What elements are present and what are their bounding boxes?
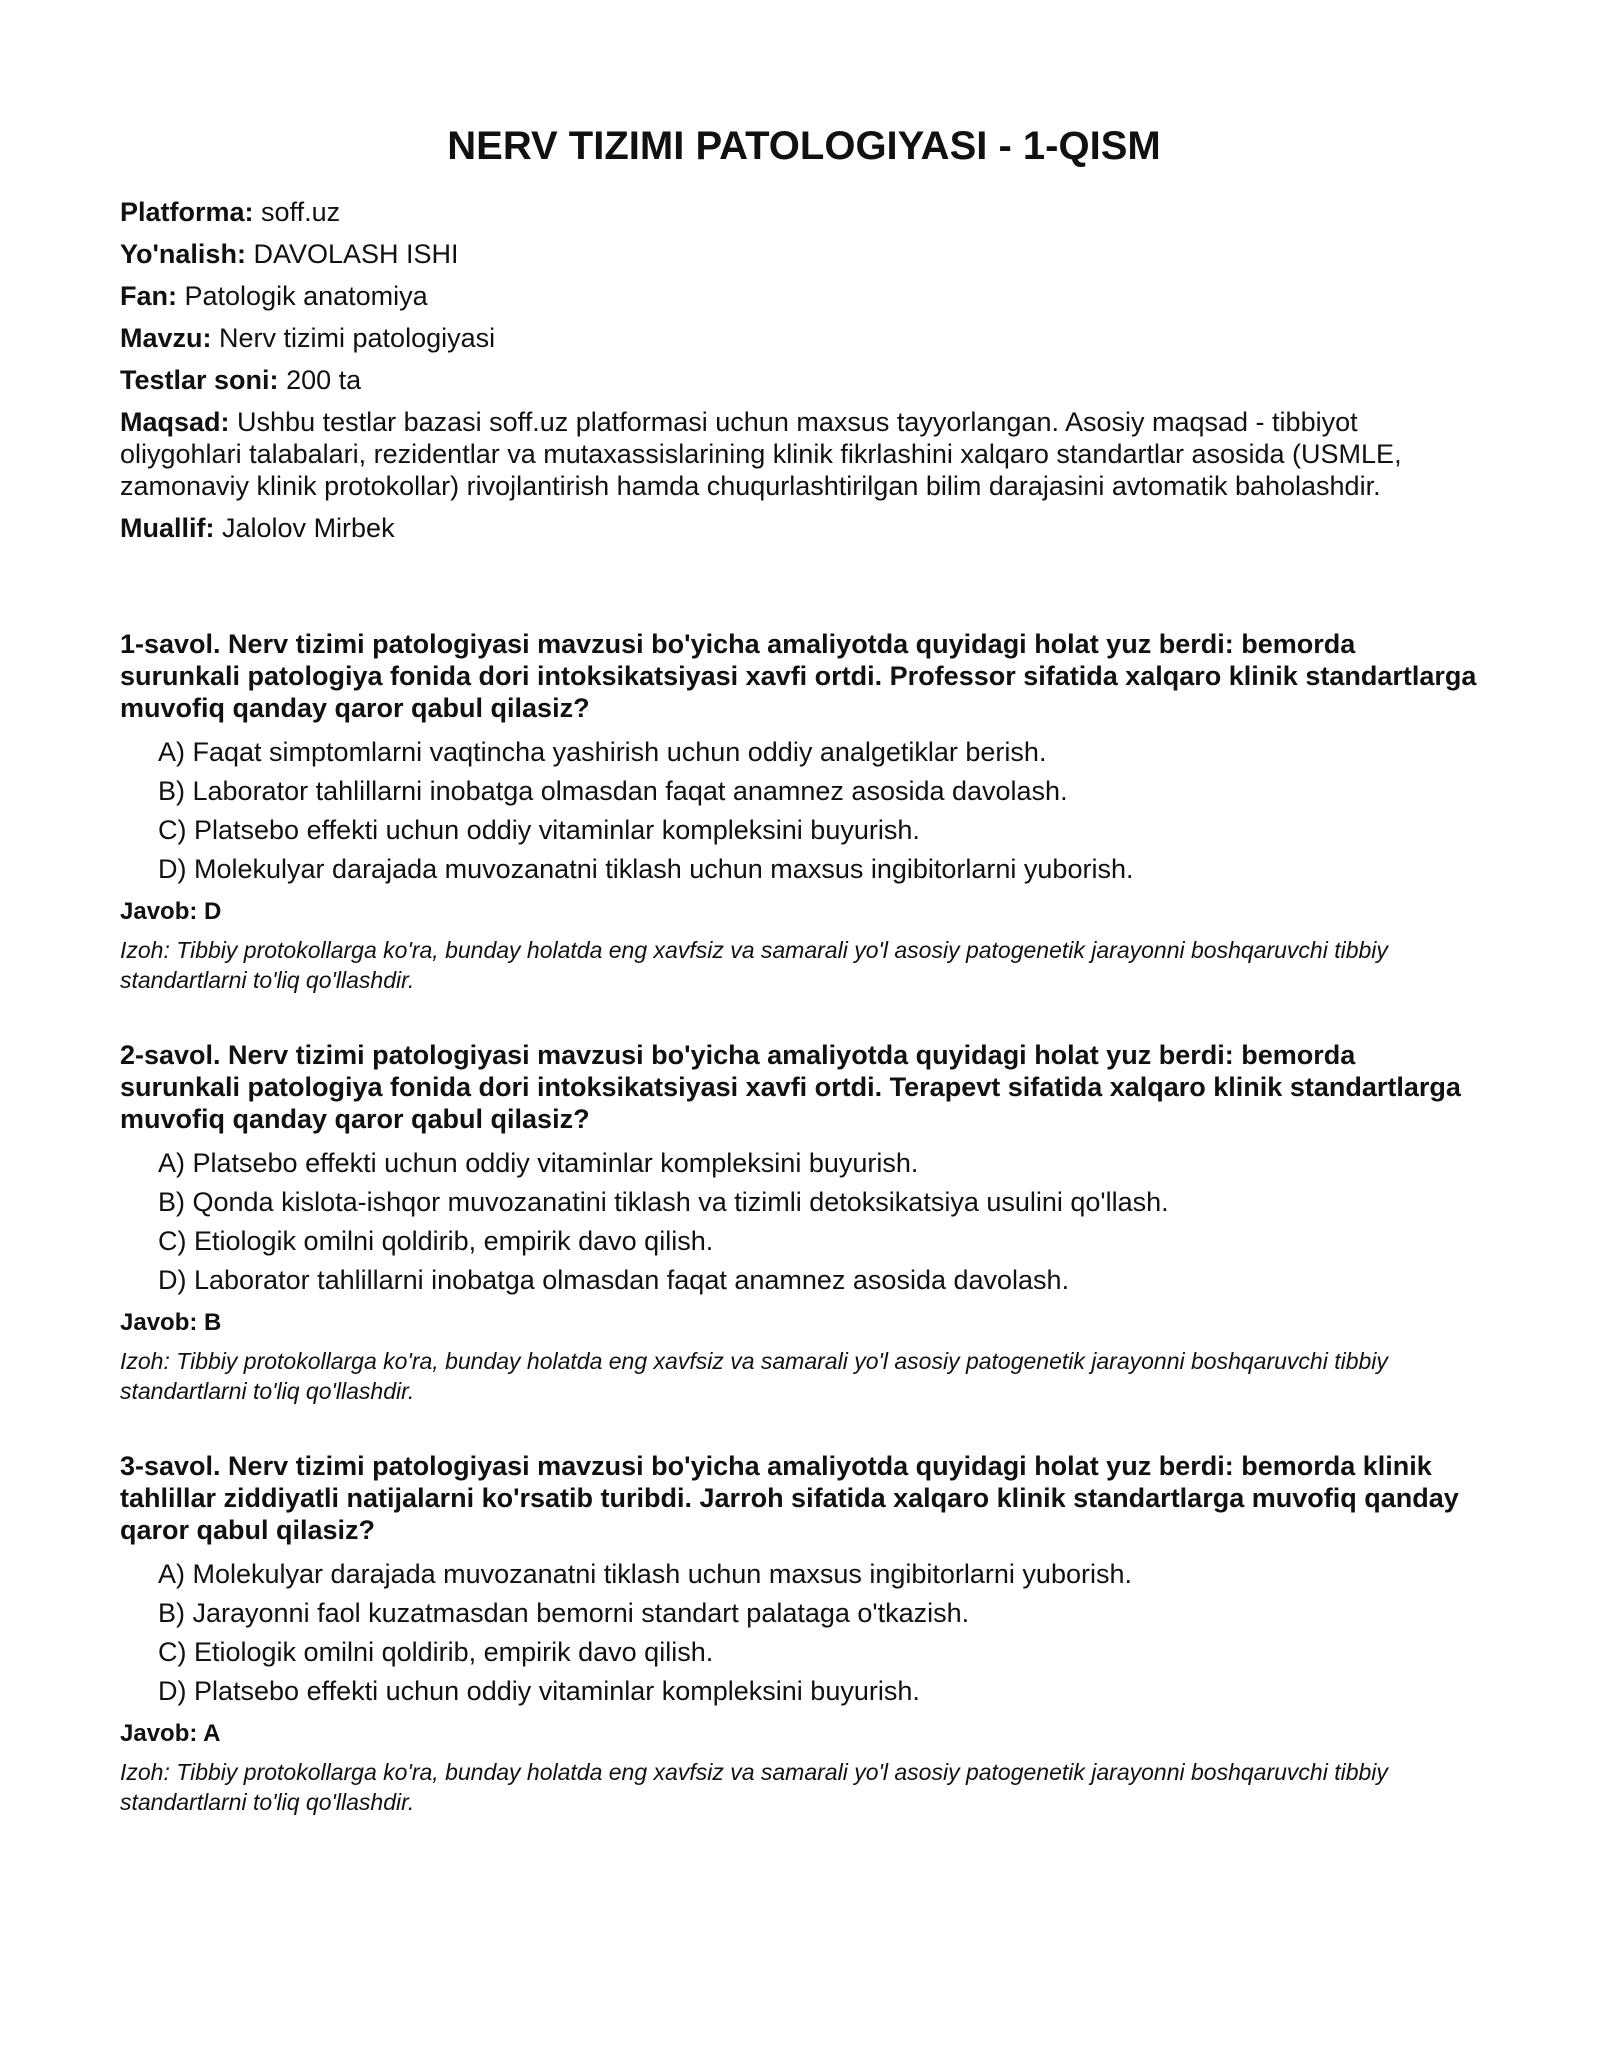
document-title: NERV TIZIMI PATOLOGIYASI - 1-QISM xyxy=(447,124,1161,168)
options-list xyxy=(120,736,1480,885)
meta-block xyxy=(120,196,1480,544)
questions-list xyxy=(120,628,1480,1817)
explanation-text: Izoh: Tibbiy protokollarga ko'ra, bunday holatda eng xavfsiz va samarali yo'l asosiy patogenetik jarayonni boshqaruvchi tibbiy standartlarni to'liq qo'llashdir. xyxy=(120,937,1388,993)
meta-label: Maqsad: xyxy=(120,407,230,437)
meta-author xyxy=(120,512,1480,544)
option-c: C) Platsebo effekti uchun oddiy vitaminlar kompleksini buyurish. xyxy=(158,815,920,845)
question-text: 3-savol. Nerv tizimi patologiyasi mavzusi bo'yicha amaliyotda quyidagi holat yuz berdi: bemorda klinik tahlillar ziddiyatli natijalarni ko'rsatib turibdi. Jarroh sifatida xalqaro klinik standartlarga muvofiq qanday qaror qabul qilasiz? xyxy=(120,1451,1459,1545)
option-d: D) Molekulyar darajada muvozanatni tiklash uchun maxsus ingibitorlarni yuborish. xyxy=(158,854,1134,884)
meta-value: soff.uz xyxy=(261,197,341,227)
meta-label: Yo'nalish: xyxy=(120,239,246,269)
answer-text: Javob: D xyxy=(120,898,222,925)
meta-label: Platforma: xyxy=(120,197,254,227)
meta-value: Jalolov Mirbek xyxy=(222,513,395,543)
meta-topic xyxy=(120,322,1480,354)
option-a: A) Platsebo effekti uchun oddiy vitaminlar kompleksini buyurish. xyxy=(158,1148,919,1178)
meta-label: Fan: xyxy=(120,281,177,311)
option-b: B) Jarayonni faol kuzatmasdan bemorni standart palataga o'tkazish. xyxy=(158,1598,970,1628)
options-list xyxy=(120,1558,1480,1707)
question-item xyxy=(120,1450,1480,1817)
option-d: D) Laborator tahlillarni inobatga olmasdan faqat anamnez asosida davolash. xyxy=(158,1265,1070,1295)
option-c: C) Etiologik omilni qoldirib, empirik davo qilish. xyxy=(158,1637,714,1667)
option-d: D) Platsebo effekti uchun oddiy vitaminlar kompleksini buyurish. xyxy=(158,1676,920,1706)
option-a: A) Faqat simptomlarni vaqtincha yashirish uchun oddiy analgetiklar berish. xyxy=(158,737,1047,767)
meta-test-count xyxy=(120,364,1480,396)
meta-value: 200 ta xyxy=(286,365,362,395)
meta-label: Testlar soni: xyxy=(120,365,279,395)
meta-goal xyxy=(120,406,1480,502)
question-item xyxy=(120,1039,1480,1406)
meta-value: Patologik anatomiya xyxy=(184,281,428,311)
option-b: B) Qonda kislota-ishqor muvozanatini tiklash va tizimli detoksikatsiya usulini qo'llash. xyxy=(158,1187,1169,1217)
option-b: B) Laborator tahlillarni inobatga olmasdan faqat anamnez asosida davolash. xyxy=(158,776,1068,806)
question-text: 1-savol. Nerv tizimi patologiyasi mavzusi bo'yicha amaliyotda quyidagi holat yuz berdi: bemorda surunkali patologiya fonida dori intoksikatsiyasi xavfi ortdi. Professor sifatida xalqaro klinik standartlarga muvofiq qanday qaror qabul qilasiz? xyxy=(120,629,1477,723)
meta-subject xyxy=(120,280,1480,312)
question-item xyxy=(120,628,1480,995)
options-list xyxy=(120,1147,1480,1296)
meta-platform xyxy=(120,196,1480,228)
meta-direction xyxy=(120,238,1480,270)
option-a: A) Molekulyar darajada muvozanatni tiklash uchun maxsus ingibitorlarni yuborish. xyxy=(158,1559,1132,1589)
meta-value: DAVOLASH ISHI xyxy=(253,239,459,269)
option-c: C) Etiologik omilni qoldirib, empirik davo qilish. xyxy=(158,1226,714,1256)
answer-text: Javob: B xyxy=(120,1309,222,1336)
meta-value: Ushbu testlar bazasi soff.uz platformasi uchun maxsus tayyorlangan. Asosiy maqsad - tibbiyot oliygohlari talabalari, rezidentlar va mutaxassislarining klinik fikrlashini xalqaro standartlar asosida (USMLE, zamonaviy klinik protokollar) rivojlantirish hamda chuqurlashtirilgan bilim darajasini avtomatik baholashdir. xyxy=(120,407,1402,501)
explanation-text: Izoh: Tibbiy protokollarga ko'ra, bunday holatda eng xavfsiz va samarali yo'l asosiy patogenetik jarayonni boshqaruvchi tibbiy standartlarni to'liq qo'llashdir. xyxy=(120,1759,1388,1815)
answer-text: Javob: A xyxy=(120,1720,221,1747)
meta-label: Muallif: xyxy=(120,513,215,543)
meta-value: Nerv tizimi patologiyasi xyxy=(219,323,496,353)
explanation-text: Izoh: Tibbiy protokollarga ko'ra, bunday holatda eng xavfsiz va samarali yo'l asosiy patogenetik jarayonni boshqaruvchi tibbiy standartlarni to'liq qo'llashdir. xyxy=(120,1348,1388,1404)
question-text: 2-savol. Nerv tizimi patologiyasi mavzusi bo'yicha amaliyotda quyidagi holat yuz berdi: bemorda surunkali patologiya fonida dori intoksikatsiyasi xavfi ortdi. Terapevt sifatida xalqaro klinik standartlarga muvofiq qanday qaror qabul qilasiz? xyxy=(120,1040,1461,1134)
meta-label: Mavzu: xyxy=(120,323,212,353)
